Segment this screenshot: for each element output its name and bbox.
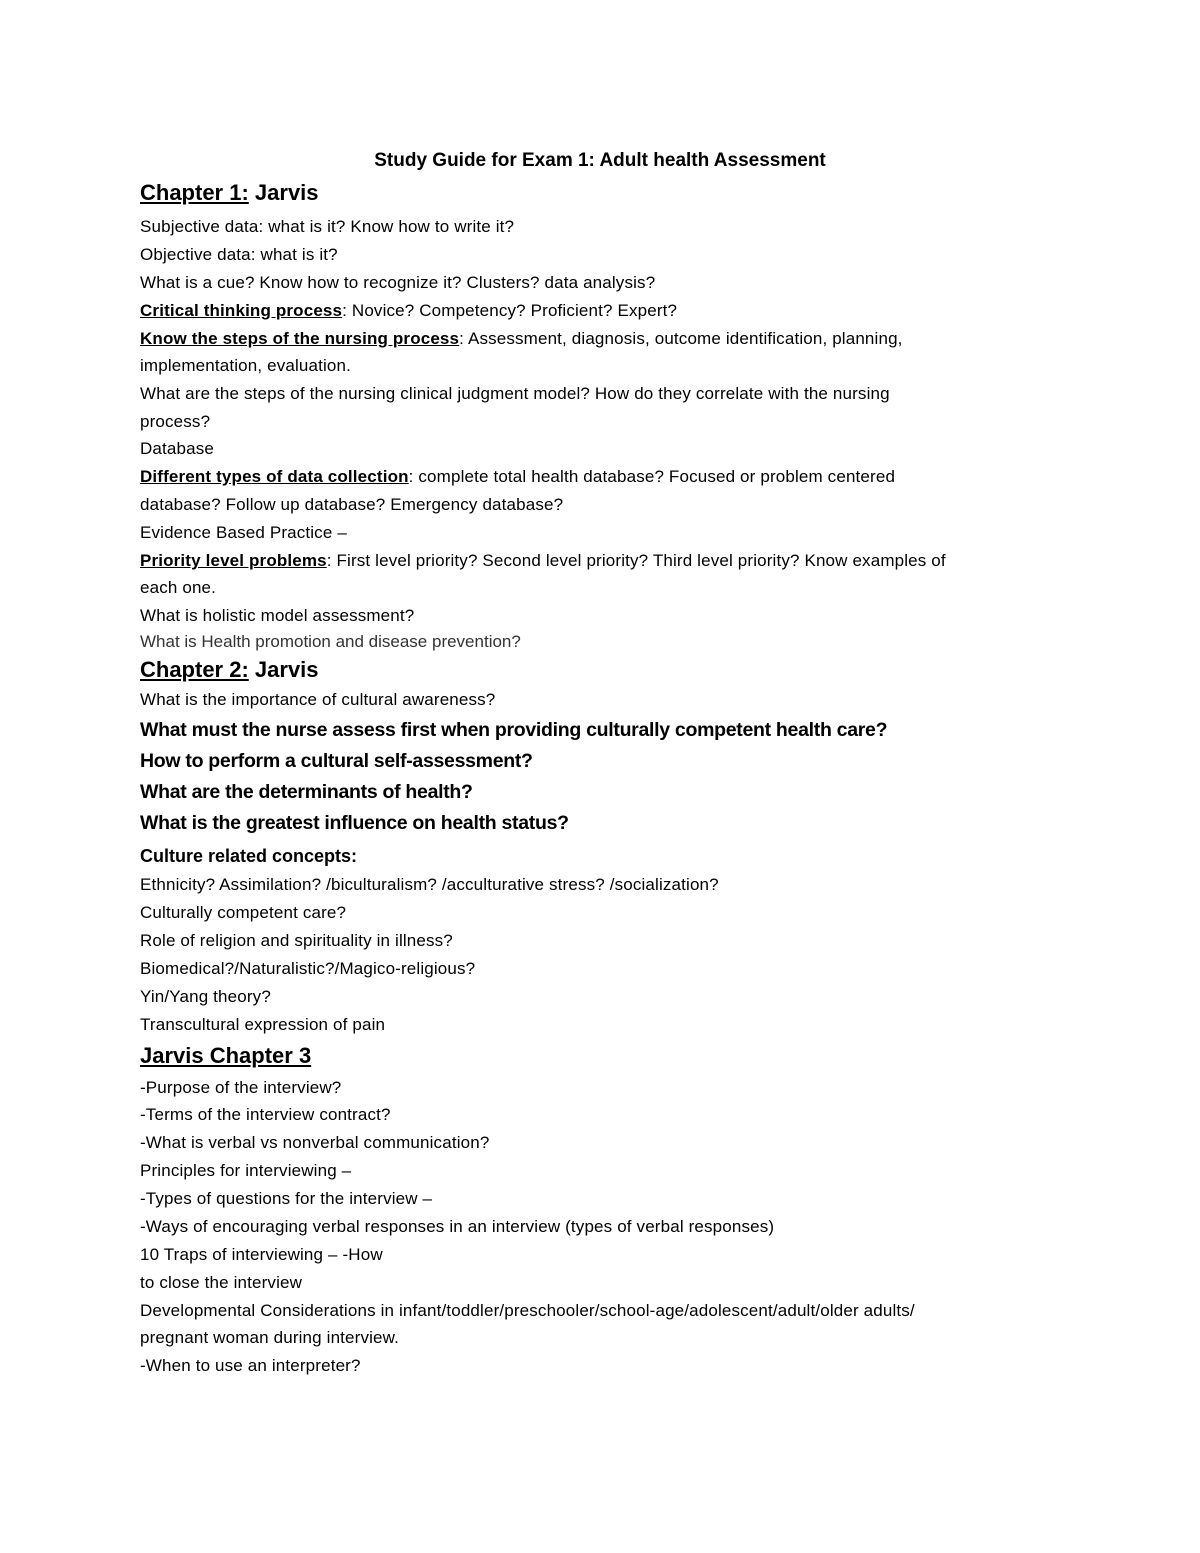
ch1-cue-line: What is a cue? Know how to recognize it? Clusters? data analysis? (140, 273, 656, 292)
critical-thinking-label: Critical thinking process (140, 301, 343, 320)
priority-label: Priority level problems (140, 551, 327, 570)
ch2-question-3: What are the determinants of health? (140, 781, 473, 803)
priority-text: : First level priority? Second level priority? Third level priority? Know examples of (326, 551, 946, 570)
ch3-line-6: -Ways of encouraging verbal responses in an interview (types of verbal responses) (140, 1217, 775, 1236)
data-collection-text: : complete total health database? Focused or problem centered (408, 467, 896, 486)
ch1-critical-thinking-line (140, 300, 677, 322)
ch3-line-7: 10 Traps of interviewing – -How (140, 1245, 383, 1264)
ch1-subjective-line: Subjective data: what is it? Know how to write it? (140, 217, 515, 236)
ch2-concept-3: Role of religion and spirituality in illness? (140, 931, 453, 950)
ch1-data-collection-cont: database? Follow up database? Emergency database? (140, 495, 564, 514)
ch3-line-8: to close the interview (140, 1273, 303, 1292)
chapter-3-heading: Jarvis Chapter 3 (140, 1043, 312, 1068)
ch2-concept-5: Yin/Yang theory? (140, 987, 271, 1006)
ch1-priority-line (140, 550, 946, 572)
ch1-database-line: Database (140, 439, 214, 458)
ch2-concept-2: Culturally competent care? (140, 903, 347, 922)
ch3-line-2: -Terms of the interview contract? (140, 1105, 391, 1124)
ch3-line-5: -Types of questions for the interview – (140, 1189, 433, 1208)
chapter-1-heading (140, 179, 319, 207)
ch3-line-1: -Purpose of the interview? (140, 1078, 342, 1097)
ch1-objective-line: Objective data: what is it? (140, 245, 338, 264)
chapter-2-heading (140, 656, 319, 684)
data-collection-label: Different types of data collection (140, 467, 409, 486)
ch1-judgment-model-cont: process? (140, 412, 211, 431)
ch1-nursing-steps-cont: implementation, evaluation. (140, 356, 352, 375)
ch1-promotion-line: What is Health promotion and disease prevention? (140, 632, 521, 651)
ch1-nursing-steps-line (140, 328, 903, 350)
ch2-question-4: What is the greatest influence on health status? (140, 812, 569, 834)
document-title: Study Guide for Exam 1: Adult health Assessment (374, 150, 826, 171)
ch3-line-9: Developmental Considerations in infant/toddler/preschooler/school-age/adolescent/adult/older adults/ (140, 1301, 915, 1320)
ch1-holistic-line: What is holistic model assessment? (140, 606, 415, 625)
ch3-line-10: pregnant woman during interview. (140, 1328, 400, 1347)
ch2-question-1: What must the nurse assess first when providing culturally competent health care? (140, 719, 888, 741)
ch1-data-collection-line (140, 466, 895, 488)
ch3-line-3: -What is verbal vs nonverbal communication? (140, 1133, 490, 1152)
ch1-judgment-model-line: What are the steps of the nursing clinical judgment model? How do they correlate with the nursing (140, 384, 890, 403)
ch2-concept-4: Biomedical?/Naturalistic?/Magico-religious? (140, 959, 476, 978)
ch2-cultural-awareness-line: What is the importance of cultural awareness? (140, 690, 496, 709)
critical-thinking-text: : Novice? Competency? Proficient? Expert? (342, 301, 678, 320)
ch2-concept-6: Transcultural expression of pain (140, 1015, 386, 1034)
chapter-2-author: Jarvis (248, 657, 319, 682)
chapter-1-author: Jarvis (248, 180, 319, 205)
chapter-1-label: Chapter 1: (140, 180, 249, 205)
ch2-culture-heading: Culture related concepts: (140, 846, 358, 866)
chapter-2-label: Chapter 2: (140, 657, 249, 682)
ch2-concept-1: Ethnicity? Assimilation? /biculturalism? /acculturative stress? /socialization? (140, 875, 719, 894)
nursing-steps-label: Know the steps of the nursing process (140, 329, 460, 348)
ch2-question-2: How to perform a cultural self-assessment? (140, 750, 533, 772)
ch3-line-4: Principles for interviewing – (140, 1161, 352, 1180)
ch3-line-11: -When to use an interpreter? (140, 1356, 361, 1375)
nursing-steps-text: : Assessment, diagnosis, outcome identification, planning, (459, 329, 903, 348)
ch1-ebp-line: Evidence Based Practice – (140, 523, 347, 542)
ch1-priority-cont: each one. (140, 578, 217, 597)
